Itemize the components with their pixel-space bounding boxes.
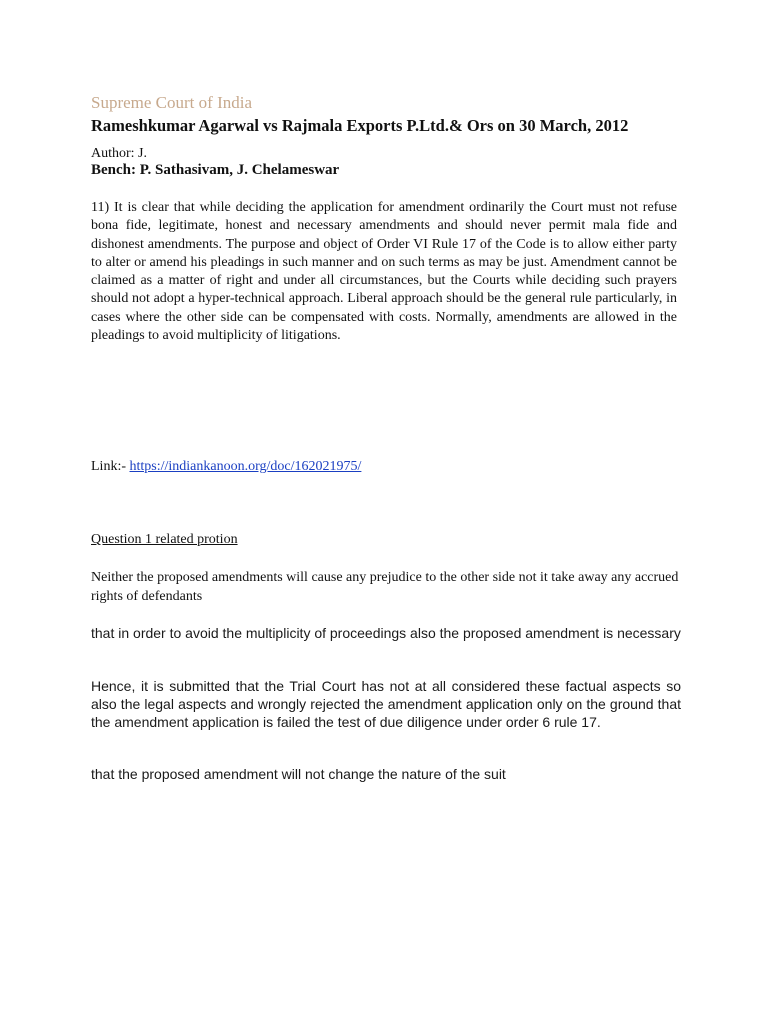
statement-nature-of-suit: that the proposed amendment will not change the nature of the suit [91,766,506,782]
statement-trial-court: Hence, it is submitted that the Trial Court has not at all considered these factual aspects so also the legal aspects and wrongly rejected the amendment application only on the ground that the amendment application is failed the test of due diligence under order 6 rule 17. [91,678,681,730]
author-line: Author: J. [91,146,147,161]
statement-multiplicity: that in order to avoid the multiplicity of proceedings also the proposed amendment is necessary [91,625,681,641]
paragraph-11: 11) It is clear that while deciding the application for amendment ordinarily the Court must not refuse bona fide, legitimate, honest and necessary amendments and should never permit mala fide and dishonest amendments. The purpose and object of Order VI Rule 17 of the Code is to allow either party to alter or amend his pleadings in such manner and on such terms as may be just. Amendment cannot be claimed as a matter of right and under all circumstances, but the Courts while deciding such prayers should not adopt a hyper-technical approach. Liberal approach should be the general rule particularly, in cases where the other side can be compensated with costs. Normally, amendments are allowed in the pleadings to avoid multiplicity of litigations. [91,200,677,344]
bench-line: Bench: P. Sathasivam, J. Chelameswar [91,162,340,178]
court-name: Supreme Court of India [91,93,252,112]
link-line [91,459,361,475]
question-heading: Question 1 related protion [91,532,238,547]
indiankanoon-link[interactable]: https://indiankanoon.org/doc/162021975/ [129,459,362,474]
case-title: Rameshkumar Agarwal vs Rajmala Exports P.Ltd.& Ors on 30 March, 2012 [91,116,629,135]
neither-paragraph: Neither the proposed amendments will cause any prejudice to the other side not it take away any accrued rights of defendants [91,570,679,604]
link-label: Link:- [91,459,130,474]
